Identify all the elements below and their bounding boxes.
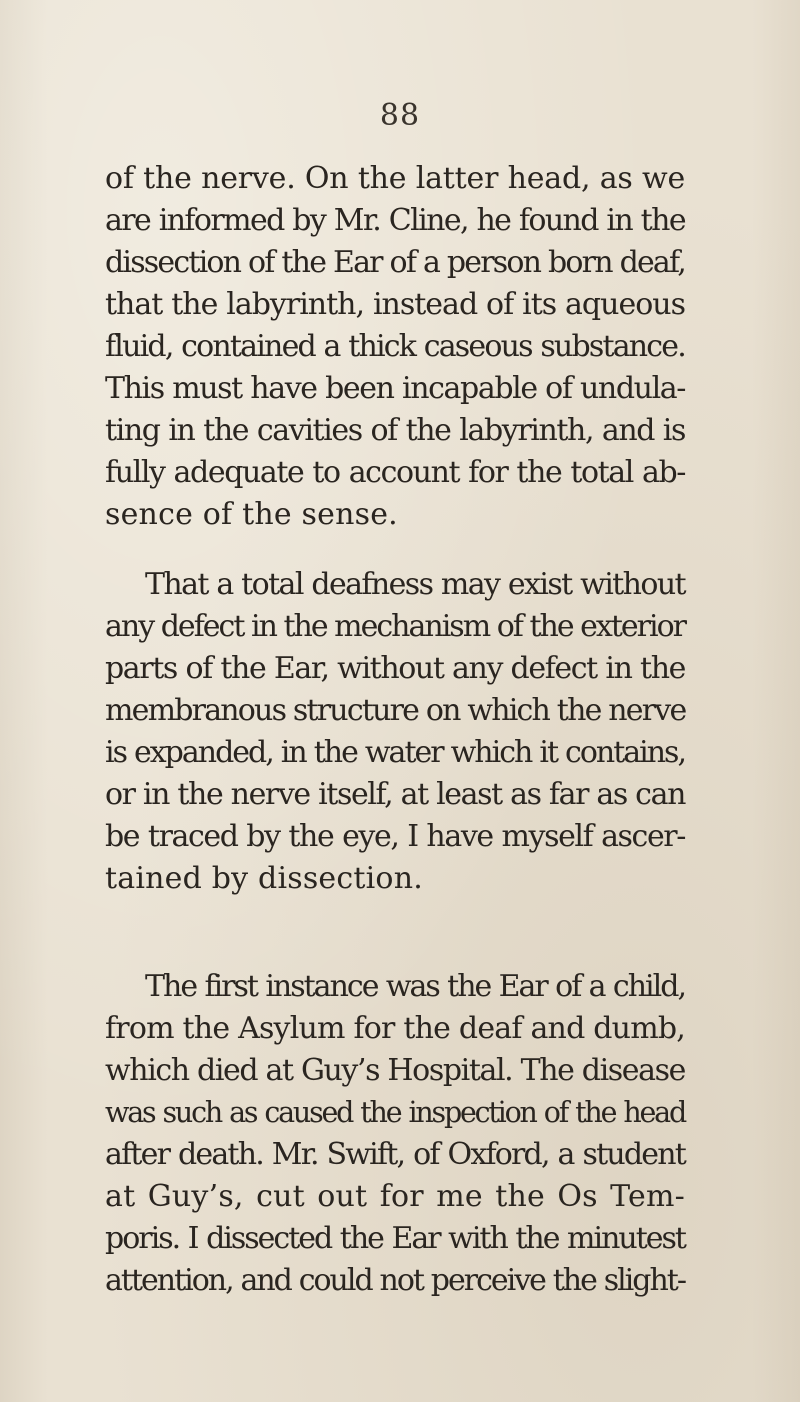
text-line: That a total deafness may exist without: [145, 567, 685, 602]
text-line: This must have been incapable of undula-: [105, 371, 685, 406]
text-line: ting in the cavities of the labyrinth, and is: [105, 413, 685, 448]
paragraph-1: [105, 158, 685, 536]
text-line: are informed by Mr. Cline, he found in the: [105, 203, 685, 238]
text-line: after death. Mr. Swift, of Oxford, a student: [105, 1137, 685, 1172]
text-line: tained by dissection.: [105, 861, 423, 896]
text-line: be traced by the eye, I have myself ascer-: [105, 819, 685, 854]
paragraph-2: [105, 564, 685, 900]
text-line: any defect in the mechanism of the exterior: [105, 609, 685, 644]
text-line: from the Asylum for the deaf and dumb,: [105, 1011, 685, 1046]
text-line: was such as caused the inspection of the head: [105, 1096, 685, 1129]
text-line: is expanded, in the water which it contains,: [105, 735, 685, 770]
text-line: dissection of the Ear of a person born deaf,: [105, 245, 685, 280]
text-line: parts of the Ear, without any defect in the: [105, 651, 685, 686]
paragraph-3: [105, 966, 685, 1302]
text-line: fully adequate to account for the total ab-: [105, 455, 685, 490]
text-line: that the labyrinth, instead of its aqueous: [105, 287, 685, 322]
text-line: membranous structure on which the nerve: [105, 693, 686, 728]
text-line: which died at Guy’s Hospital. The disease: [105, 1053, 685, 1088]
text-line: of the nerve. On the latter head, as we: [105, 161, 685, 196]
text-line: attention, and could not perceive the slight-: [105, 1263, 685, 1298]
text-line: at Guy’s, cut out for me the Os Tem-: [105, 1179, 685, 1214]
page-number: 88: [379, 98, 421, 133]
text-line: The first instance was the Ear of a child,: [145, 969, 685, 1004]
text-line: fluid, contained a thick caseous substance.: [105, 329, 685, 364]
text-line: poris. I dissected the Ear with the minutest: [105, 1221, 685, 1256]
text-line: or in the nerve itself, at least as far as can: [105, 777, 685, 812]
text-line: sence of the sense.: [105, 497, 398, 532]
